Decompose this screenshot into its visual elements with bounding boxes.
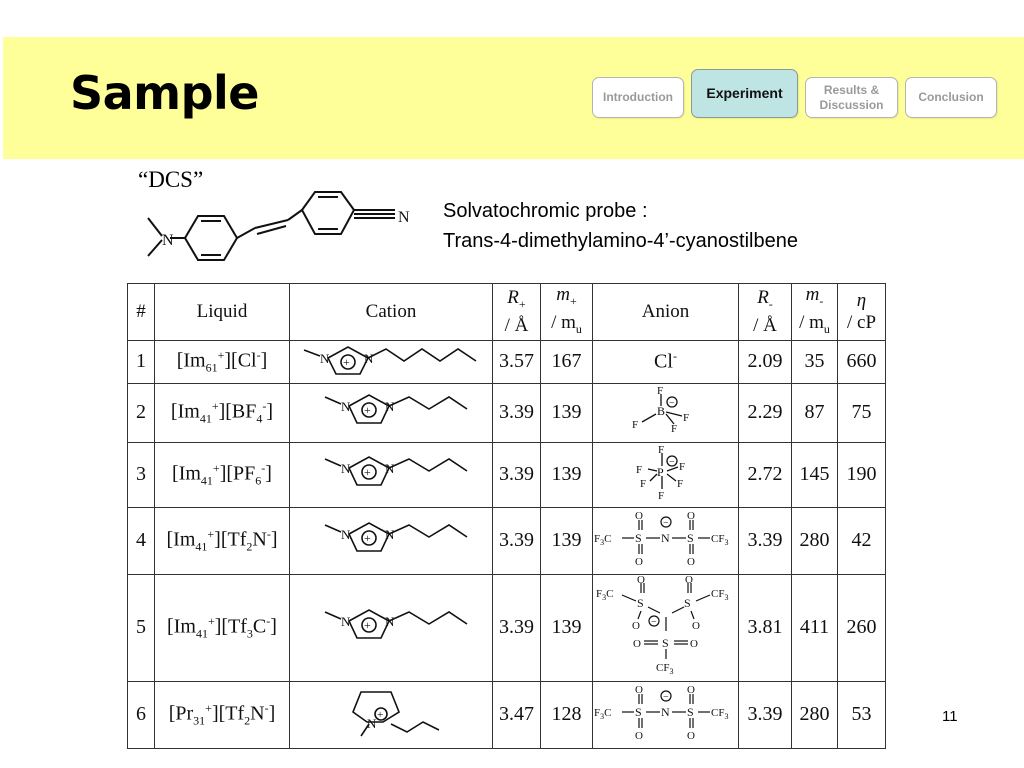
anion-structure	[593, 574, 739, 681]
m-minus-value: 35	[792, 340, 838, 383]
header-m-plus: $m_+$ / $m_u$	[541, 284, 593, 341]
svg-text:F: F	[670, 422, 677, 435]
svg-text:F: F	[676, 477, 683, 490]
r-plus-value: 3.39	[493, 442, 541, 507]
svg-text:B: B	[656, 403, 665, 418]
svg-text:N: N	[341, 526, 351, 542]
m-minus-value: 280	[792, 507, 838, 574]
cation-structure	[290, 574, 493, 681]
row-num: 4	[128, 507, 155, 574]
liquid-name: $[Im_{41}^+][Tf_3C^-]$	[155, 574, 290, 681]
svg-text:O: O	[686, 683, 695, 696]
anion-structure	[593, 442, 739, 507]
m-plus-value: 139	[541, 383, 593, 442]
svg-text:O: O	[691, 619, 700, 632]
svg-text:F3C: $F_3C$	[595, 587, 613, 602]
svg-text:+: +	[377, 708, 384, 721]
svg-text:S: S	[634, 530, 642, 545]
cation-structure	[290, 340, 493, 383]
svg-text:O: O	[634, 683, 643, 696]
m-minus-value: 87	[792, 383, 838, 442]
svg-text:CF3: $CF_3$	[710, 706, 728, 721]
m-minus-value: 411	[792, 574, 838, 681]
svg-text:O: O	[684, 574, 693, 586]
butyl-imidazolium-diagram	[311, 449, 471, 495]
anion-structure	[593, 507, 739, 574]
cation-structure	[290, 507, 493, 574]
header-num: #	[128, 284, 155, 341]
anion-structure: Cl-	[593, 340, 739, 383]
r-plus-value: 3.57	[493, 340, 541, 383]
header-anion: Anion	[593, 284, 739, 341]
bistriflimide-diagram	[594, 682, 738, 742]
header-liquid: Liquid	[155, 284, 290, 341]
svg-text:−: −	[650, 616, 657, 628]
header-eta: η / cP	[838, 284, 886, 341]
eta-value: 75	[838, 383, 886, 442]
nav-introduction-label: Introduction	[603, 90, 673, 104]
r-plus-value: 3.47	[493, 681, 541, 748]
svg-text:F: F	[678, 460, 685, 473]
svg-text:−: −	[662, 517, 669, 529]
eta-value: 260	[838, 574, 886, 681]
liquid-name: $[Im_{41}^+][Tf_2N^-]$	[155, 507, 290, 574]
probe-line2: Trans-4-dimethylamino-4’-cyanostilbene	[443, 230, 798, 252]
probe-description	[443, 196, 798, 256]
table-row	[128, 507, 886, 574]
m-plus-value: 128	[541, 681, 593, 748]
svg-text:CF3: $CF_3$	[655, 661, 673, 675]
nav-experiment-button[interactable]	[691, 69, 798, 118]
hexafluorophosphate-diagram	[626, 443, 706, 501]
row-num: 2	[128, 383, 155, 442]
header-r-minus: $R_-$ / Å	[739, 284, 792, 341]
m-plus-value: 139	[541, 574, 593, 681]
svg-text:O: O	[634, 555, 643, 568]
m-plus-value: 139	[541, 442, 593, 507]
svg-text:F: F	[657, 489, 664, 501]
table-row	[128, 681, 886, 748]
svg-text:S: S	[634, 704, 642, 719]
svg-text:CF3: $CF_3$	[710, 587, 728, 602]
liquid-name: $[Im_{61}^+][Cl^-]$	[155, 340, 290, 383]
row-num: 6	[128, 681, 155, 748]
svg-text:+: +	[364, 530, 371, 545]
svg-text:N: N	[385, 613, 395, 629]
slide-title: Sample	[70, 66, 259, 120]
svg-text:+: +	[364, 464, 371, 479]
hexyl-imidazolium-diagram	[296, 341, 486, 377]
eta-value: 190	[838, 442, 886, 507]
svg-text:+: +	[364, 617, 371, 632]
svg-text:O: O	[689, 637, 698, 650]
svg-text:N: N	[341, 613, 351, 629]
svg-text:O: O	[686, 729, 695, 742]
table-row	[128, 442, 886, 507]
svg-text:N: N	[341, 398, 351, 414]
table-row	[128, 383, 886, 442]
svg-text:+: +	[364, 402, 371, 417]
table-row	[128, 574, 886, 681]
svg-text:O: O	[636, 574, 645, 586]
svg-text:−: −	[662, 691, 669, 703]
ionic-liquids-table	[127, 283, 886, 749]
r-plus-value: 3.39	[493, 507, 541, 574]
table-row	[128, 340, 886, 383]
nav-conclusion-label: Conclusion	[918, 90, 984, 104]
svg-text:O: O	[634, 729, 643, 742]
svg-text:S: S	[683, 595, 691, 610]
svg-text:N: N	[364, 350, 374, 366]
header-cation: Cation	[290, 284, 493, 341]
svg-text:F3C: $F_3C$	[593, 532, 611, 547]
cation-structure	[290, 442, 493, 507]
page-number: 11	[942, 708, 958, 725]
dcs-structure-diagram	[140, 190, 420, 272]
r-minus-value: 3.81	[739, 574, 792, 681]
row-num: 5	[128, 574, 155, 681]
r-minus-value: 2.72	[739, 442, 792, 507]
probe-name: “DCS”	[138, 167, 204, 192]
tristriflylmethide-diagram	[596, 575, 736, 675]
r-minus-value: 3.39	[739, 507, 792, 574]
r-minus-value: 2.29	[739, 383, 792, 442]
butyl-imidazolium-diagram	[311, 602, 471, 648]
r-minus-value: 3.39	[739, 681, 792, 748]
header-r-plus: $R_+$ / Å	[493, 284, 541, 341]
liquid-name: $[Pr_{31}^+][Tf_2N^-]$	[155, 681, 290, 748]
svg-text:N: N	[320, 350, 330, 366]
svg-text:O: O	[634, 509, 643, 522]
liquid-name: $[Im_{41}^+][PF_6^-]$	[155, 442, 290, 507]
butyl-imidazolium-diagram	[311, 387, 471, 433]
svg-text:+: +	[343, 354, 350, 369]
svg-text:F: F	[635, 463, 642, 476]
svg-text:O: O	[631, 619, 640, 632]
nav-conclusion-button[interactable]	[905, 77, 997, 118]
svg-text:N: N	[385, 526, 395, 542]
table-header-row	[128, 284, 886, 341]
eta-value: 660	[838, 340, 886, 383]
header-m-minus: $m_-$ / $m_u$	[792, 284, 838, 341]
m-minus-value: 280	[792, 681, 838, 748]
cation-structure	[290, 681, 493, 748]
nav-results-label-line2: Discussion	[819, 97, 884, 112]
svg-text:O: O	[632, 637, 641, 650]
svg-text:S: S	[661, 635, 669, 650]
nav-results-discussion-button[interactable]	[805, 77, 898, 118]
svg-text:CF3: $CF_3$	[710, 532, 728, 547]
m-plus-value: 139	[541, 507, 593, 574]
svg-text:F: F	[657, 443, 664, 456]
svg-text:S: S	[686, 530, 694, 545]
nav-experiment-label: Experiment	[706, 85, 783, 101]
r-minus-value: 2.09	[739, 340, 792, 383]
butyl-imidazolium-diagram	[311, 515, 471, 561]
liquid-name: $[Im_{41}^+][BF_4^-]$	[155, 383, 290, 442]
svg-text:N: N	[385, 398, 395, 414]
anion-structure	[593, 383, 739, 442]
row-num: 1	[128, 340, 155, 383]
nav-results-label-line1: Results &	[823, 82, 880, 97]
r-plus-value: 3.39	[493, 383, 541, 442]
amine-n-label: N	[162, 232, 174, 249]
svg-text:−: −	[668, 397, 675, 409]
svg-text:N: N	[385, 460, 395, 476]
pyrrolidinium-diagram	[331, 682, 451, 742]
svg-text:N: N	[660, 530, 670, 545]
anion-structure	[593, 681, 739, 748]
cation-structure	[290, 383, 493, 442]
eta-value: 42	[838, 507, 886, 574]
m-plus-value: 167	[541, 340, 593, 383]
svg-text:F3C: $F_3C$	[593, 706, 611, 721]
svg-text:−: −	[668, 456, 675, 468]
svg-text:N: N	[660, 704, 670, 719]
probe-line1: Solvatochromic probe :	[443, 200, 648, 222]
svg-text:F: F	[682, 411, 689, 424]
svg-text:F: F	[639, 477, 646, 490]
r-plus-value: 3.39	[493, 574, 541, 681]
row-num: 3	[128, 442, 155, 507]
svg-text:N: N	[341, 460, 351, 476]
nitrile-n-label: N	[398, 209, 410, 226]
eta-value: 53	[838, 681, 886, 748]
tetrafluoroborate-diagram	[626, 384, 706, 436]
svg-text:F: F	[656, 384, 663, 397]
svg-text:P: P	[656, 464, 664, 479]
svg-text:S: S	[686, 704, 694, 719]
bistriflimide-diagram	[594, 508, 738, 568]
nav-introduction-button[interactable]	[592, 77, 684, 118]
svg-text:F: F	[631, 418, 638, 431]
svg-text:S: S	[636, 595, 644, 610]
svg-text:N: N	[367, 715, 377, 731]
svg-text:O: O	[686, 555, 695, 568]
m-minus-value: 145	[792, 442, 838, 507]
svg-text:O: O	[686, 509, 695, 522]
